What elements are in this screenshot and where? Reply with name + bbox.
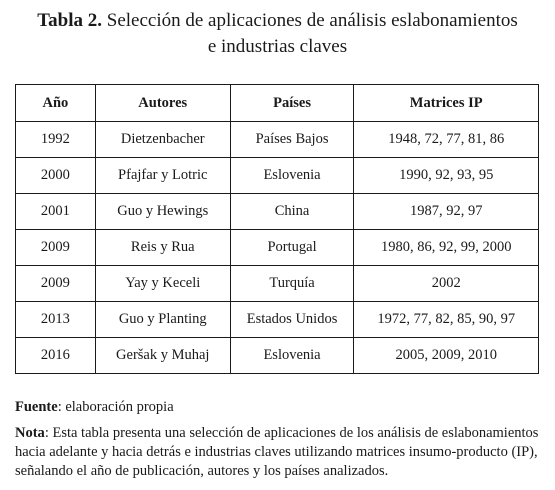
note-label: Nota — [15, 425, 45, 441]
table-row — [16, 122, 539, 158]
table-header-row — [16, 85, 539, 122]
applications-table — [15, 84, 539, 374]
source-line — [15, 398, 545, 417]
table-row — [16, 266, 539, 302]
cell-authors: Yay y Keceli — [95, 266, 230, 302]
header-matrices-ip: Matrices IP — [354, 85, 539, 122]
cell-matrices: 1980, 86, 92, 99, 2000 — [354, 230, 539, 266]
table-caption — [0, 8, 555, 60]
cell-authors: Reis y Rua — [95, 230, 230, 266]
cell-year: 1992 — [16, 122, 96, 158]
cell-authors: Guo y Planting — [95, 302, 230, 338]
source-text: : elaboración propia — [57, 399, 174, 415]
header-ano: Año — [16, 85, 96, 122]
source-label: Fuente — [15, 399, 58, 415]
caption-title: Selección de aplicaciones de análisis eslabonamientos — [106, 10, 518, 31]
cell-matrices: 2002 — [354, 266, 539, 302]
note-paragraph — [15, 424, 545, 481]
cell-year: 2000 — [16, 158, 96, 194]
table-row — [16, 194, 539, 230]
caption-line-2: e industrias claves — [207, 36, 348, 57]
cell-countries: Eslovenia — [230, 338, 354, 374]
cell-countries: Eslovenia — [230, 158, 354, 194]
cell-countries: Turquía — [230, 266, 354, 302]
table-row — [16, 338, 539, 374]
cell-countries: Estados Unidos — [230, 302, 354, 338]
note-text: : Esta tabla presenta una selección de aplicaciones de los análisis de eslabonamientos hacia adelante y hacia detrás e industrias claves utilizando matrices insumo-producto (IP), señalando el año de publicación, autores y los países analizados. — [15, 425, 539, 479]
cell-authors: Dietzenbacher — [95, 122, 230, 158]
cell-matrices: 1948, 72, 77, 81, 86 — [354, 122, 539, 158]
cell-authors: Guo y Hewings — [95, 194, 230, 230]
table-notes — [15, 398, 545, 481]
header-autores: Autores — [95, 85, 230, 122]
table-row — [16, 158, 539, 194]
cell-authors: Geršak y Muhaj — [95, 338, 230, 374]
cell-matrices: 2005, 2009, 2010 — [354, 338, 539, 374]
cell-matrices: 1987, 92, 97 — [354, 194, 539, 230]
cell-countries: Portugal — [230, 230, 354, 266]
cell-authors: Pfajfar y Lotric — [95, 158, 230, 194]
cell-countries: China — [230, 194, 354, 230]
cell-year: 2009 — [16, 230, 96, 266]
cell-year: 2009 — [16, 266, 96, 302]
table-row — [16, 230, 539, 266]
caption-line-1 — [0, 8, 555, 34]
cell-year: 2013 — [16, 302, 96, 338]
table-row — [16, 302, 539, 338]
cell-countries: Países Bajos — [230, 122, 354, 158]
caption-label: Tabla 2. — [37, 10, 103, 31]
cell-year: 2016 — [16, 338, 96, 374]
header-paises: Países — [230, 85, 354, 122]
cell-matrices: 1972, 77, 82, 85, 90, 97 — [354, 302, 539, 338]
cell-matrices: 1990, 92, 93, 95 — [354, 158, 539, 194]
cell-year: 2001 — [16, 194, 96, 230]
